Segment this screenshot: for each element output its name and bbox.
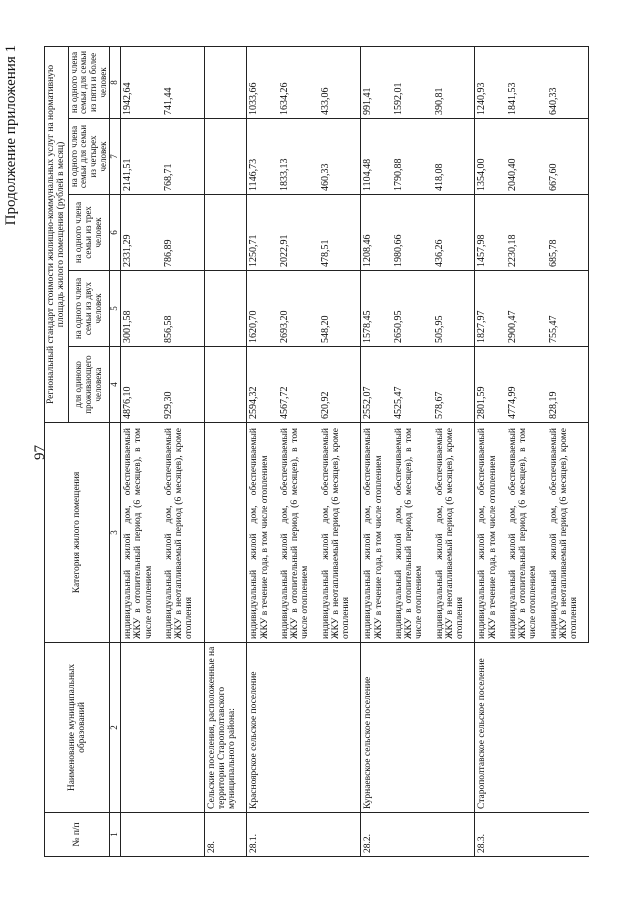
header-name: Наименование муниципальных образований [45,643,110,813]
cost-value: 991,41 [361,46,393,118]
continuation-note: Продолжение приложения 1 [3,45,19,226]
cost-value: 478,51 [320,195,361,271]
cost-value: 1841,53 [507,46,548,118]
cost-value: 1592,01 [393,46,434,118]
housing-category [204,423,247,643]
cost-value: 1208,46 [361,195,393,271]
colnum-3: 3 [110,423,121,643]
header-category: Категория жилого помещения [45,423,110,643]
header-num: № п/п [45,813,110,857]
header-sub-3: на одного члена семьи из трех человек [68,195,110,271]
cost-value: 929,30 [163,347,204,423]
colnum-7: 7 [110,119,121,195]
row-number [121,813,205,857]
cost-value: 755,47 [548,271,589,347]
cost-value: 548,20 [320,271,361,347]
colnum-8: 8 [110,46,121,118]
cost-value: 436,26 [434,195,475,271]
cost-value [204,347,247,423]
cost-value: 2022,91 [279,195,320,271]
cost-value: 1146,73 [247,119,279,195]
housing-category: индивидуальный жилой дом, обеспечиваемый ЖКУ в течение года, в том числе отоплением [475,423,507,643]
cost-value: 1457,98 [475,195,507,271]
housing-category: индивидуальный жилой дом, обеспечиваемый ЖКУ в отопительный период (6 месяцев), в том числе отоплением [121,423,163,643]
cost-value: 2331,29 [121,195,163,271]
row-number: 28. [204,813,247,857]
header-standard: Региональный стандарт стоимости жилищно-коммунальных услуг на нормативную площадь жилого помещения (рублей в месяц) [45,46,69,422]
cost-value: 390,81 [434,46,475,118]
cost-value: 2801,59 [475,347,507,423]
municipality-name: Сельские поселения, расположенные на территории Старополтавского муниципального района: [204,643,247,813]
cost-value: 3001,58 [121,271,163,347]
cost-value: 578,67 [434,347,475,423]
table-row [247,46,279,856]
cost-value: 2230,18 [507,195,548,271]
cost-value: 640,33 [548,46,589,118]
cost-value [204,195,247,271]
cost-value: 4876,10 [121,347,163,423]
cost-value: 1634,26 [279,46,320,118]
header-sub-2: на одного члена семьи из двух человек [68,271,110,347]
cost-value [204,271,247,347]
cost-value: 2650,95 [393,271,434,347]
municipality-name: Красноярское сельское поселение [247,643,361,813]
cost-value: 2040,40 [507,119,548,195]
cost-value: 4567,72 [279,347,320,423]
table-row [361,46,393,856]
housing-category: индивидуальный жилой дом, обеспечиваемый ЖКУ в течение года, в том числе отоплением [247,423,279,643]
cost-value: 1790,88 [393,119,434,195]
cost-value: 685,78 [548,195,589,271]
row-number: 28.1. [247,813,361,857]
cost-value [204,119,247,195]
header-sub-4: на одного члена семьи для семьи из четырех человек [68,119,110,195]
housing-category: индивидуальный жилой дом, обеспечиваемый ЖКУ в неотапливаемый период (6 месяцев), кроме отопления [434,423,475,643]
cost-value: 1354,00 [475,119,507,195]
colnum-1: 1 [110,813,121,857]
cost-value: 828,19 [548,347,589,423]
cost-value: 1827,97 [475,271,507,347]
municipality-name: Старополтавское сельское поселение [475,643,589,813]
cost-value: 741,44 [163,46,204,118]
table-row [204,46,247,856]
housing-category: индивидуальный жилой дом, обеспечиваемый ЖКУ в отопительный период (6 месяцев), в том числе отоплением [393,423,434,643]
cost-value: 418,08 [434,119,475,195]
cost-value: 4774,99 [507,347,548,423]
housing-category: индивидуальный жилой дом, обеспечиваемый ЖКУ в неотапливаемый период (6 месяцев), кроме отопления [548,423,589,643]
cost-value: 1942,64 [121,46,163,118]
housing-category: индивидуальный жилой дом, обеспечиваемый ЖКУ в отопительный период (6 месяцев), в том числе отоплением [279,423,320,643]
cost-value: 1833,13 [279,119,320,195]
cost-value: 4525,47 [393,347,434,423]
cost-value: 1620,70 [247,271,279,347]
header-sub-1: для одиноко проживающего человека [68,347,110,423]
cost-value: 1104,48 [361,119,393,195]
cost-value: 1250,71 [247,195,279,271]
cost-value: 2900,47 [507,271,548,347]
cost-value: 460,33 [320,119,361,195]
row-number: 28.2. [361,813,475,857]
cost-value: 2141,51 [121,119,163,195]
colnum-4: 4 [110,347,121,423]
housing-category: индивидуальный жилой дом, обеспечиваемый ЖКУ в неотапливаемый период (6 месяцев), кроме отопления [163,423,204,643]
table-header [45,46,121,856]
housing-category: индивидуальный жилой дом, обеспечиваемый ЖКУ в отопительный период (6 месяцев), в том числе отоплением [507,423,548,643]
cost-value: 1033,66 [247,46,279,118]
municipality-name [121,643,205,813]
cost-value: 768,71 [163,119,204,195]
housing-cost-table [44,46,589,857]
colnum-6: 6 [110,195,121,271]
colnum-5: 5 [110,271,121,347]
colnum-2: 2 [110,643,121,813]
cost-value: 667,60 [548,119,589,195]
cost-value [204,46,247,118]
cost-value: 1980,66 [393,195,434,271]
cost-value: 505,95 [434,271,475,347]
cost-value: 856,58 [163,271,204,347]
cost-value: 433,06 [320,46,361,118]
cost-value: 2594,32 [247,347,279,423]
cost-value: 1240,93 [475,46,507,118]
header-sub-5: на одного члена семьи для семьи из пяти и более человек [68,46,110,118]
table-row [475,46,507,856]
housing-category: индивидуальный жилой дом, обеспечиваемый ЖКУ в течение года, в том числе отоплением [361,423,393,643]
page-number: 97 [32,445,48,460]
cost-value: 1578,45 [361,271,393,347]
cost-value: 786,89 [163,195,204,271]
row-number: 28.3. [475,813,589,857]
cost-value: 2552,07 [361,347,393,423]
cost-value: 620,92 [320,347,361,423]
table-body [121,46,589,856]
municipality-name: Курнаевское сельское поселение [361,643,475,813]
table-row [121,46,163,856]
cost-value: 2693,20 [279,271,320,347]
housing-category: индивидуальный жилой дом, обеспечиваемый ЖКУ в неотапливаемый период (6 месяцев), кроме отопления [320,423,361,643]
